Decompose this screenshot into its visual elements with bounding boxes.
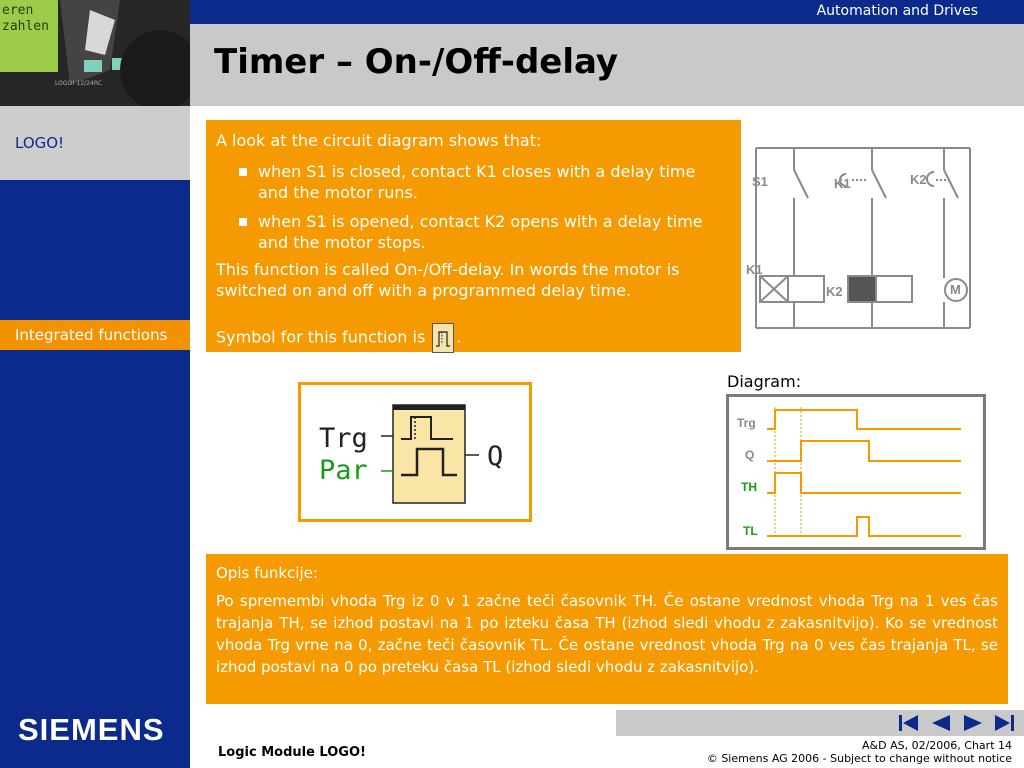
info-box bbox=[206, 120, 741, 352]
motor-label: M bbox=[950, 282, 961, 297]
symbol-text: Symbol for this function is bbox=[216, 327, 431, 347]
circuit-diagram bbox=[746, 140, 1016, 340]
footer-product: Logic Module LOGO! bbox=[218, 745, 366, 760]
timing-diagram bbox=[726, 394, 986, 550]
description-text: Po spremembi vhoda Trg iz 0 v 1 začne teči časovnik TH. Če ostane vrednost vhoda Trg na 1 ves čas trajanja TH, se izhod postavi na 1 po izteku časa TH (izhod sledi vhodu z zakasnitvijo). Ko se vrednost vhoda Trg vrne na 0, začne teči časovnik TL. Če ostane vrednost vhoda Trg na 0 ves čas trajanja TL, se izhod postavi na 0 po preteku časa TL (izhod sledi vhodu z zakasnitvijo). bbox=[216, 592, 998, 676]
arrow-left-icon bbox=[928, 712, 954, 734]
bullet-icon bbox=[239, 168, 247, 176]
q-signal-label: Q bbox=[745, 448, 755, 462]
function-block-frame bbox=[298, 382, 532, 522]
par-input-label: Par bbox=[319, 455, 368, 486]
sidebar-item-integrated-functions[interactable] bbox=[0, 320, 190, 350]
k2-coil-label: K2 bbox=[826, 284, 843, 299]
skip-forward-icon bbox=[992, 712, 1018, 734]
siemens-logo: SIEMENS bbox=[18, 712, 165, 747]
svg-text:LOGO! 12/24RC: LOGO! 12/24RC bbox=[55, 80, 102, 87]
next-slide-button[interactable] bbox=[960, 712, 986, 734]
tl-signal bbox=[767, 517, 961, 536]
sidebar-item-logo[interactable] bbox=[0, 106, 190, 180]
symbol-text-end: . bbox=[456, 327, 462, 347]
trg-signal bbox=[767, 410, 961, 429]
sidebar-item-label: LOGO! bbox=[15, 134, 65, 152]
svg-text:zahlen: zahlen bbox=[2, 19, 49, 34]
tl-signal-label: TL bbox=[743, 524, 758, 538]
last-slide-button[interactable] bbox=[992, 712, 1018, 734]
info-symbol-line bbox=[216, 323, 736, 353]
logo-device-image bbox=[0, 0, 190, 106]
footer-chart-ref: A&D AS, 02/2006, Chart 14 bbox=[862, 739, 1012, 752]
trg-input-label: Trg bbox=[319, 423, 368, 454]
k2-contact-label: K2 bbox=[910, 172, 927, 187]
trg-signal-label: Trg bbox=[737, 416, 756, 430]
prev-slide-button[interactable] bbox=[928, 712, 954, 734]
sidebar bbox=[0, 106, 190, 768]
th-signal bbox=[767, 473, 961, 493]
arrow-right-icon bbox=[960, 712, 986, 734]
svg-text:eren: eren bbox=[2, 3, 34, 18]
onoff-delay-symbol-icon bbox=[432, 323, 454, 353]
first-slide-button[interactable] bbox=[896, 712, 922, 734]
top-bar bbox=[190, 0, 1024, 24]
division-label: Automation and Drives bbox=[816, 3, 978, 19]
info-summary: This function is called On-/Off-delay. In words the motor is switched on and off with a programmed delay time. bbox=[216, 260, 680, 300]
description-title: Opis funkcije: bbox=[216, 564, 318, 582]
sidebar-item-label: Integrated functions bbox=[15, 326, 168, 344]
k1-contact-label: K1 bbox=[834, 176, 851, 191]
q-output-label: Q bbox=[487, 441, 504, 472]
slide-navigation bbox=[616, 710, 1024, 736]
description-box bbox=[206, 554, 1008, 704]
title-bar bbox=[190, 24, 1024, 106]
footer-copyright: © Siemens AG 2006 - Subject to change without notice bbox=[706, 752, 1012, 765]
th-signal-label: TH bbox=[741, 480, 757, 494]
function-block-symbol bbox=[301, 385, 529, 519]
q-signal bbox=[767, 441, 961, 461]
product-photo bbox=[0, 0, 190, 106]
skip-back-icon bbox=[896, 712, 922, 734]
info-bullet-2: when S1 is opened, contact K2 opens with a delay time and the motor stops. bbox=[258, 212, 703, 252]
diagram-caption: Diagram: bbox=[727, 372, 802, 391]
info-intro: A look at the circuit diagram shows that: bbox=[216, 131, 542, 150]
k1-coil-label: K1 bbox=[746, 262, 763, 277]
info-bullet-1: when S1 is closed, contact K1 closes with a delay time and the motor runs. bbox=[258, 162, 696, 202]
slide-title: Timer – On-/Off-delay bbox=[214, 42, 619, 82]
bullet-icon bbox=[239, 218, 247, 226]
s1-label: S1 bbox=[752, 174, 768, 189]
